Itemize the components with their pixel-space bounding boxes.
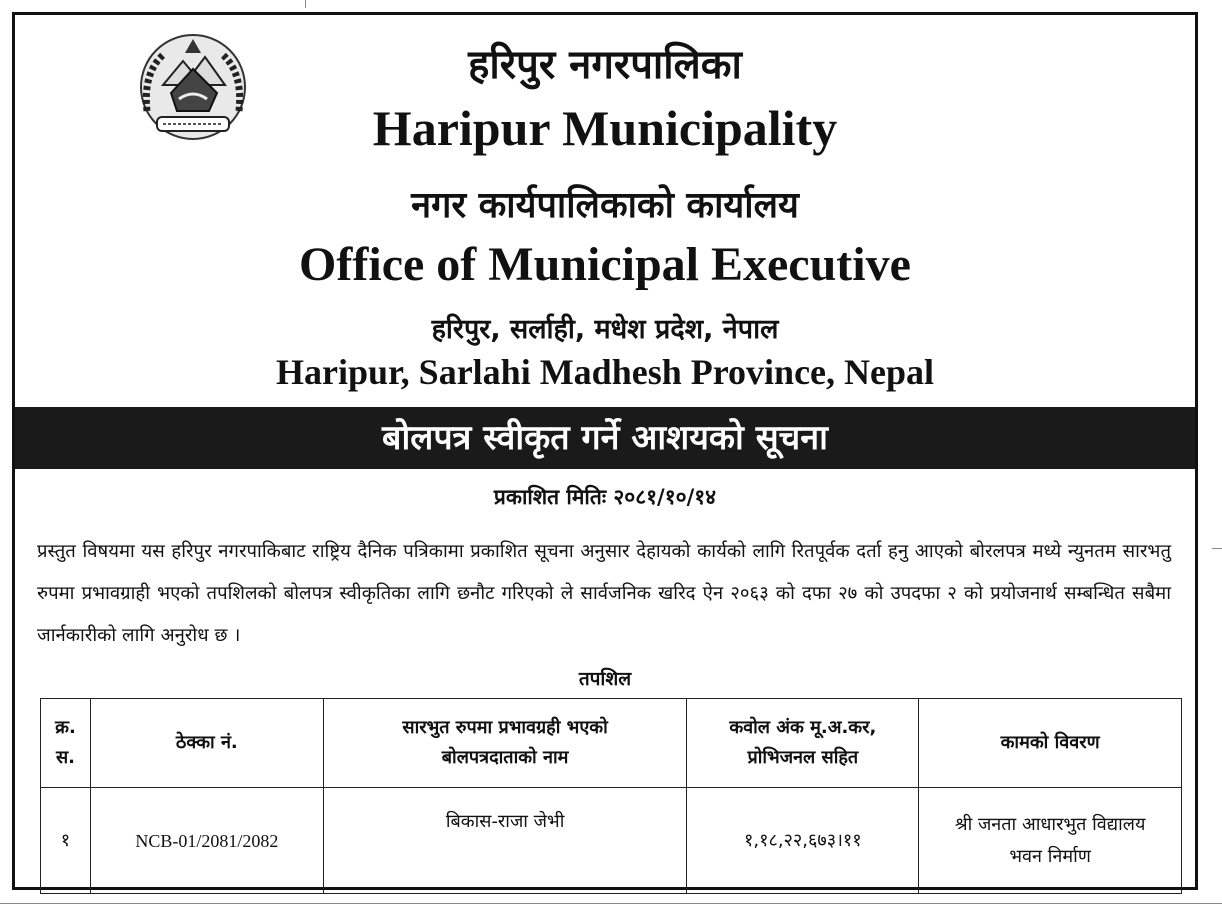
table-header-row — [41, 699, 1182, 788]
header-sn: क्र. स. — [41, 699, 91, 788]
address-ne: हरिपुर, सर्लाही, मधेश प्रदेश, नेपाल — [431, 314, 779, 345]
bid-table — [40, 698, 1182, 894]
office-name-en: Office of Municipal Executive — [299, 238, 911, 291]
address-en: Haripur, Sarlahi Madhesh Province, Nepal — [275, 352, 935, 392]
table-row — [41, 788, 1182, 894]
crop-mark-top — [305, 0, 306, 8]
published-date: प्रकाशित मितिः २०८१/१०/१४ — [493, 485, 717, 509]
crop-mark-bottom — [0, 903, 1222, 904]
cell-amount: १,१८,२२,६७३।११ — [687, 788, 919, 894]
notice-body: प्रस्तुत विषयमा यस हरिपुर नगरपाकिबाट राष्ट्रिय दैनिक पत्रिकामा प्रकाशित सूचना अनुसार देहायको कार्यको लागि रितपूर्वक दर्ता हनु आएको बोरलपत्र मध्ये न्युनतम सारभतु रुपमा प्रभावग्राही भएको तपशिलको बोलपत्र स्वीकृतिका लागि छनौट गरिएको ले सार्वजनिक खरिद ऐन २०६३ को दफा २७ को उपदफा २ को प्रयोजनार्थ सम्बन्धित सबैमा जार्नकारीको लागि अनुरोध छ । — [37, 541, 1171, 646]
notice-frame — [12, 12, 1198, 890]
cell-description: श्री जनता आधारभुत विद्यालय भवन निर्माण — [919, 788, 1182, 894]
header — [15, 15, 1195, 407]
header-contract-no: ठेक्का नं. — [90, 699, 323, 788]
municipality-name-en: Haripur Municipality — [372, 100, 838, 156]
crop-mark-right — [1212, 548, 1222, 549]
header-description: कामको विवरण — [919, 699, 1182, 788]
cell-sn: १ — [41, 788, 91, 894]
schedule-title: तपशिल — [578, 668, 632, 690]
office-name-ne: नगर कार्यपालिकाको कार्यालय — [411, 185, 799, 226]
header-bidder: सारभुत रुपमा प्रभावग्रही भएको बोलपत्रदाताको नाम — [323, 699, 687, 788]
header-amount: कवोल अंक मू.अ.कर, प्रोभिजनल सहित — [687, 699, 919, 788]
cell-bidder: बिकास-राजा जेभी — [323, 788, 687, 894]
municipality-name-ne: हरिपुर नगरपालिका — [468, 42, 742, 88]
notice-title-banner: बोलपत्र स्वीकृत गर्ने आशयको सूचना — [15, 407, 1195, 469]
cell-contract-no: NCB-01/2081/2082 — [90, 788, 323, 894]
